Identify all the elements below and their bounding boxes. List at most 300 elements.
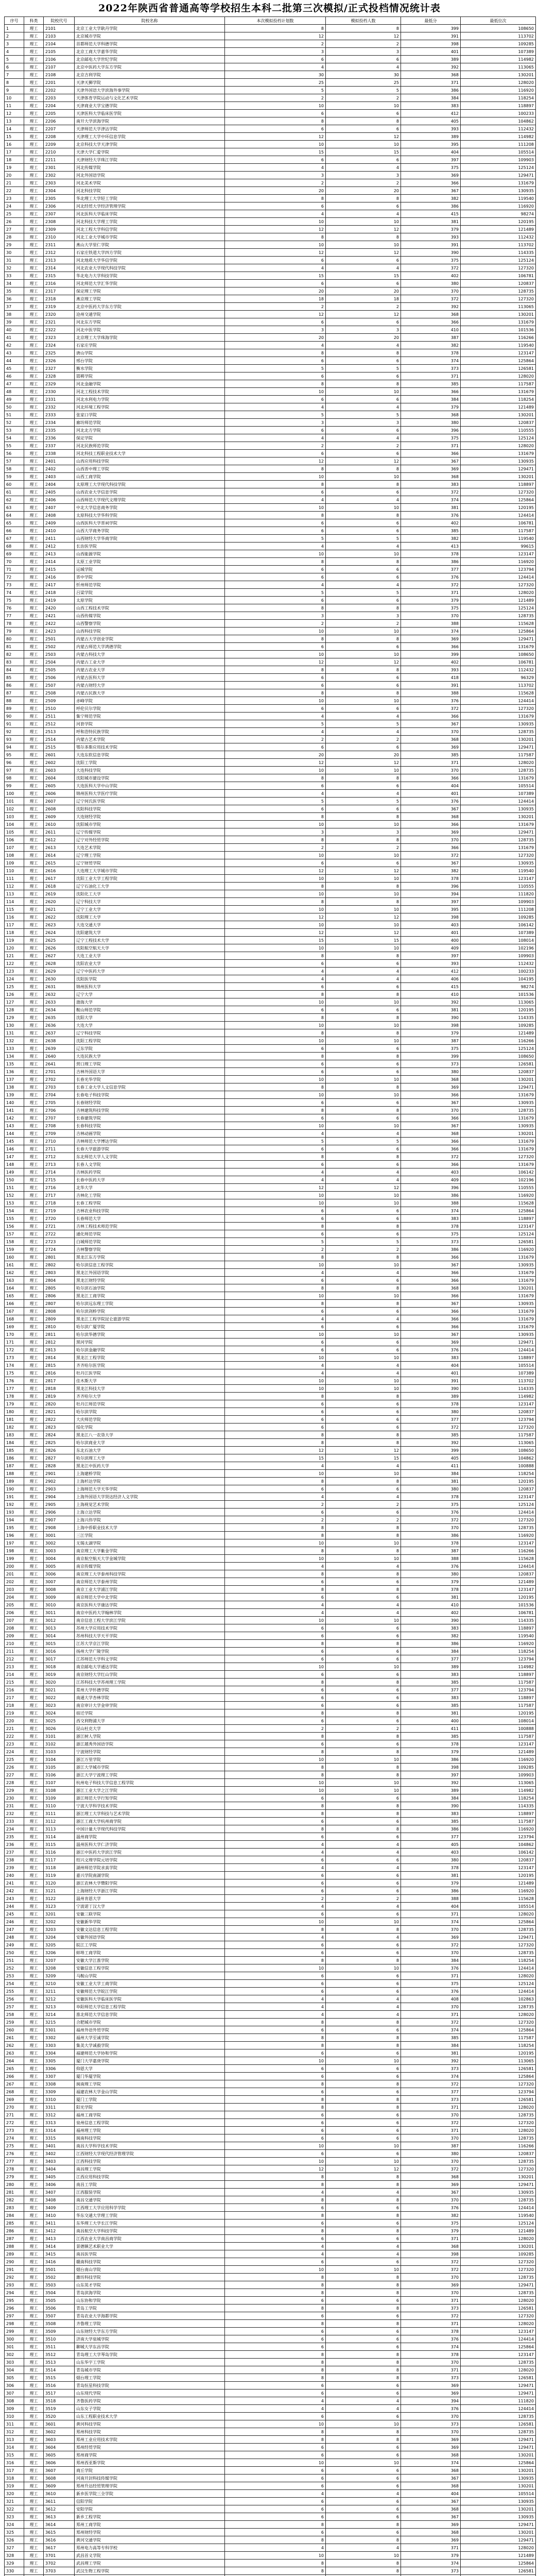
min-rank-cell: 120195 bbox=[461, 2049, 536, 2057]
min-score-cell: 371 bbox=[401, 1972, 461, 1980]
category-cell: 理工 bbox=[24, 2544, 44, 2552]
school-name-cell: 济南大学泉城学院 bbox=[75, 2335, 225, 2343]
category-cell: 理工 bbox=[24, 728, 44, 736]
table-row bbox=[5, 2189, 536, 2196]
min-score-cell: 402 bbox=[401, 272, 461, 280]
plan-count-cell: 10 bbox=[225, 1617, 326, 1624]
category-cell: 理工 bbox=[24, 1926, 44, 1934]
school-name-cell: 上海杉达学院 bbox=[75, 1478, 225, 1485]
school-name-cell: 江苏师范大学科文学院 bbox=[75, 1655, 225, 1663]
school-name-cell: 河北工程技术学院 bbox=[75, 388, 225, 396]
row-index-cell: 193 bbox=[5, 1509, 24, 1516]
row-index-cell: 120 bbox=[5, 944, 24, 952]
table-row bbox=[5, 620, 536, 628]
school-code-cell: 3518 bbox=[44, 2397, 75, 2405]
header-cell: 科类 bbox=[24, 17, 44, 25]
admitted-count-cell: 2 bbox=[326, 1725, 401, 1733]
table-row bbox=[5, 1223, 536, 1230]
min-score-cell: 378 bbox=[401, 875, 461, 883]
plan-count-cell: 6 bbox=[225, 1161, 326, 1168]
min-score-cell: 366 bbox=[401, 450, 461, 457]
min-score-cell: 384 bbox=[401, 1794, 461, 1802]
min-score-cell: 382 bbox=[401, 867, 461, 875]
min-score-cell: 375 bbox=[401, 1501, 461, 1509]
row-index-cell: 152 bbox=[5, 1192, 24, 1199]
admitted-count-cell: 6 bbox=[326, 1856, 401, 1864]
min-score-cell: 372 bbox=[401, 295, 461, 303]
admitted-count-cell: 10 bbox=[326, 1076, 401, 1083]
plan-count-cell: 6 bbox=[225, 488, 326, 496]
min-score-cell: 374 bbox=[401, 628, 461, 635]
row-index-cell: 210 bbox=[5, 1640, 24, 1648]
plan-count-cell: 8 bbox=[225, 1771, 326, 1779]
school-name-cell: 河南开封科技传媒学院 bbox=[75, 2475, 225, 2482]
school-name-cell: 青岛滨海学院 bbox=[75, 2289, 225, 2297]
school-code-cell: 2408 bbox=[44, 512, 75, 519]
school-code-cell: 3208 bbox=[44, 1964, 75, 1972]
row-index-cell: 247 bbox=[5, 1926, 24, 1934]
category-cell: 理工 bbox=[24, 751, 44, 759]
school-code-cell: 2201 bbox=[44, 79, 75, 87]
category-cell: 理工 bbox=[24, 2529, 44, 2536]
school-name-cell: 湖州师范学院求真学院 bbox=[75, 1864, 225, 1872]
min-rank-cell: 123794 bbox=[461, 1833, 536, 1841]
category-cell: 理工 bbox=[24, 2475, 44, 2482]
school-code-cell: 3603 bbox=[44, 2436, 75, 2444]
table-row bbox=[5, 1779, 536, 1787]
admitted-count-cell: 12 bbox=[326, 1184, 401, 1192]
admitted-count-cell: 6 bbox=[326, 2328, 401, 2335]
admitted-count-cell: 6 bbox=[326, 1308, 401, 1315]
row-index-cell: 55 bbox=[5, 442, 24, 450]
min-rank-cell: 131679 bbox=[461, 1308, 536, 1315]
admitted-count-cell: 6 bbox=[326, 2343, 401, 2351]
plan-count-cell: 4 bbox=[225, 434, 326, 442]
school-name-cell: 内蒙古工业大学 bbox=[75, 658, 225, 666]
min-rank-cell: 112432 bbox=[461, 233, 536, 241]
plan-count-cell: 8 bbox=[225, 233, 326, 241]
category-cell: 理工 bbox=[24, 2042, 44, 2049]
school-name-cell: 北京中医药大学东方学院 bbox=[75, 303, 225, 311]
min-score-cell: 383 bbox=[401, 1810, 461, 1818]
min-rank-cell: 125864 bbox=[461, 1207, 536, 1215]
row-index-cell: 175 bbox=[5, 1369, 24, 1377]
admitted-count-cell: 4 bbox=[326, 713, 401, 720]
admitted-count-cell: 10 bbox=[326, 1918, 401, 1926]
category-cell: 理工 bbox=[24, 1887, 44, 1895]
school-name-cell: 吉林医药学院 bbox=[75, 1168, 225, 1176]
admitted-count-cell: 10 bbox=[326, 890, 401, 898]
category-cell: 理工 bbox=[24, 1818, 44, 1825]
row-index-cell: 87 bbox=[5, 689, 24, 697]
school-code-cell: 3416 bbox=[44, 2258, 75, 2266]
row-index-cell: 209 bbox=[5, 1632, 24, 1640]
plan-count-cell: 4 bbox=[225, 543, 326, 550]
category-cell: 理工 bbox=[24, 419, 44, 427]
min-score-cell: 376 bbox=[401, 1988, 461, 1995]
min-score-cell: 386 bbox=[401, 558, 461, 566]
plan-count-cell: 6 bbox=[225, 1578, 326, 1586]
row-index-cell: 228 bbox=[5, 1779, 24, 1787]
school-code-cell: 3506 bbox=[44, 2304, 75, 2312]
school-code-cell: 2723 bbox=[44, 1238, 75, 1246]
min-rank-cell: 130935 bbox=[461, 1099, 536, 1107]
table-row bbox=[5, 148, 536, 156]
school-name-cell: 常州大学怀德学院 bbox=[75, 1686, 225, 1694]
min-rank-cell: 119540 bbox=[461, 1632, 536, 1640]
school-code-cell: 2813 bbox=[44, 1346, 75, 1354]
min-rank-cell: 128735 bbox=[461, 2111, 536, 2119]
row-index-cell: 62 bbox=[5, 496, 24, 504]
table-row bbox=[5, 2274, 536, 2281]
admitted-count-cell: 10 bbox=[326, 1663, 401, 1671]
category-cell: 理工 bbox=[24, 295, 44, 303]
category-cell: 理工 bbox=[24, 427, 44, 434]
school-name-cell: 江西应用科技学院 bbox=[75, 2173, 225, 2181]
plan-count-cell: 8 bbox=[225, 481, 326, 488]
school-code-cell: 2502 bbox=[44, 643, 75, 651]
table-row bbox=[5, 1957, 536, 1964]
school-code-cell: 3114 bbox=[44, 1833, 75, 1841]
school-code-cell: 3009 bbox=[44, 1594, 75, 1601]
admitted-count-cell: 6 bbox=[326, 1717, 401, 1725]
min-rank-cell: 117587 bbox=[461, 1679, 536, 1686]
admitted-count-cell: 6 bbox=[326, 1423, 401, 1431]
admitted-count-cell: 5 bbox=[326, 1238, 401, 1246]
row-index-cell: 11 bbox=[5, 102, 24, 110]
row-index-cell: 202 bbox=[5, 1578, 24, 1586]
school-code-cell: 3609 bbox=[44, 2482, 75, 2490]
row-index-cell: 3 bbox=[5, 40, 24, 48]
min-score-cell: 383 bbox=[401, 1215, 461, 1223]
plan-count-cell: 10 bbox=[225, 1663, 326, 1671]
school-code-cell: 3403 bbox=[44, 2158, 75, 2165]
min-score-cell: 374 bbox=[401, 2459, 461, 2467]
plan-count-cell: 10 bbox=[225, 1964, 326, 1972]
row-index-cell: 83 bbox=[5, 658, 24, 666]
school-name-cell: 吉林动画学院 bbox=[75, 1130, 225, 1138]
min-rank-cell: 115628 bbox=[461, 689, 536, 697]
min-score-cell: 368 bbox=[401, 2173, 461, 2181]
school-code-cell: 2803 bbox=[44, 1269, 75, 1277]
min-score-cell: 398 bbox=[401, 1764, 461, 1771]
row-index-cell: 303 bbox=[5, 2359, 24, 2366]
admitted-count-cell: 6 bbox=[326, 859, 401, 867]
admitted-count-cell: 2 bbox=[326, 179, 401, 187]
category-cell: 理工 bbox=[24, 1771, 44, 1779]
min-score-cell: 366 bbox=[401, 179, 461, 187]
table-row bbox=[5, 2057, 536, 2065]
school-code-cell: 2504 bbox=[44, 658, 75, 666]
category-cell: 理工 bbox=[24, 318, 44, 326]
min-score-cell: 415 bbox=[401, 983, 461, 991]
min-rank-cell: 127320 bbox=[461, 488, 536, 496]
school-code-cell: 3117 bbox=[44, 1856, 75, 1864]
plan-count-cell: 4 bbox=[225, 1269, 326, 1277]
school-name-cell: 安徽新华学院 bbox=[75, 1918, 225, 1926]
plan-count-cell: 10 bbox=[225, 141, 326, 148]
min-rank-cell: 126581 bbox=[461, 2065, 536, 2073]
plan-count-cell: 4 bbox=[225, 1849, 326, 1856]
min-score-cell: 373 bbox=[401, 1060, 461, 1068]
admitted-count-cell: 10 bbox=[326, 2057, 401, 2065]
admitted-count-cell: 6 bbox=[326, 983, 401, 991]
min-score-cell: 376 bbox=[401, 798, 461, 805]
category-cell: 理工 bbox=[24, 2088, 44, 2096]
min-score-cell: 369 bbox=[401, 743, 461, 751]
min-rank-cell: 125864 bbox=[461, 2459, 536, 2467]
table-row bbox=[5, 720, 536, 728]
table-row bbox=[5, 751, 536, 759]
table-row bbox=[5, 1601, 536, 1609]
school-name-cell: 沈阳理工大学 bbox=[75, 913, 225, 921]
admitted-count-cell: 6 bbox=[326, 2073, 401, 2080]
row-index-cell: 280 bbox=[5, 2181, 24, 2189]
school-code-cell: 2315 bbox=[44, 272, 75, 280]
school-name-cell: 宁波诺丁汉大学 bbox=[75, 1903, 225, 1910]
row-index-cell: 111 bbox=[5, 875, 24, 883]
row-index-cell: 252 bbox=[5, 1964, 24, 1972]
admitted-count-cell: 4 bbox=[326, 1995, 401, 2003]
school-code-cell: 3116 bbox=[44, 1849, 75, 1856]
admitted-count-cell: 6 bbox=[326, 1215, 401, 1223]
min-rank-cell: 130935 bbox=[461, 2498, 536, 2505]
school-name-cell: 南京理工大学泰州科技学院 bbox=[75, 1570, 225, 1578]
min-score-cell: 394 bbox=[401, 2397, 461, 2405]
school-code-cell: 2808 bbox=[44, 1308, 75, 1315]
school-name-cell: 山东女子学院 bbox=[75, 2405, 225, 2413]
school-name-cell: 淮北师范大学信息学院 bbox=[75, 2011, 225, 2019]
table-row bbox=[5, 2374, 536, 2382]
school-name-cell: 上海立达学院 bbox=[75, 1509, 225, 1516]
school-name-cell: 长春光华学院 bbox=[75, 1076, 225, 1083]
min-score-cell: 377 bbox=[401, 1655, 461, 1663]
category-cell: 理工 bbox=[24, 821, 44, 828]
school-name-cell: 山东工程职业技术大学 bbox=[75, 2413, 225, 2420]
school-code-cell: 2415 bbox=[44, 566, 75, 573]
school-name-cell: 闽南科技学院 bbox=[75, 2134, 225, 2142]
min-rank-cell: 117587 bbox=[461, 1702, 536, 1709]
school-name-cell: 浙江越秀外国语学院 bbox=[75, 1740, 225, 1748]
admitted-count-cell: 2 bbox=[326, 844, 401, 852]
school-code-cell: 3610 bbox=[44, 2490, 75, 2498]
min-rank-cell: 125864 bbox=[461, 1918, 536, 1926]
school-code-cell: 3501 bbox=[44, 2266, 75, 2274]
table-row bbox=[5, 728, 536, 736]
min-score-cell: 371 bbox=[401, 1910, 461, 1918]
table-row bbox=[5, 1725, 536, 1733]
plan-count-cell: 2 bbox=[225, 1895, 326, 1903]
school-code-cell: 2417 bbox=[44, 581, 75, 589]
admitted-count-cell: 8 bbox=[326, 1083, 401, 1091]
row-index-cell: 40 bbox=[5, 326, 24, 334]
school-name-cell: 宁波大学科学技术学院 bbox=[75, 1802, 225, 1810]
admitted-count-cell: 8 bbox=[326, 2181, 401, 2189]
category-cell: 理工 bbox=[24, 867, 44, 875]
school-code-cell: 3017 bbox=[44, 1655, 75, 1663]
school-code-cell: 2403 bbox=[44, 473, 75, 481]
school-code-cell: 3207 bbox=[44, 1957, 75, 1964]
table-row bbox=[5, 110, 536, 117]
school-code-cell: 2211 bbox=[44, 156, 75, 164]
category-cell: 理工 bbox=[24, 1617, 44, 1624]
admitted-count-cell: 8 bbox=[326, 1810, 401, 1818]
admitted-count-cell: 6 bbox=[326, 782, 401, 790]
admitted-count-cell: 6 bbox=[326, 1161, 401, 1168]
school-name-cell: 上海财经大学浙江学院 bbox=[75, 1887, 225, 1895]
row-index-cell: 240 bbox=[5, 1872, 24, 1879]
admitted-count-cell: 4 bbox=[326, 968, 401, 975]
admitted-count-cell: 2 bbox=[326, 620, 401, 628]
school-name-cell: 辽宁工程技术大学 bbox=[75, 937, 225, 944]
category-cell: 理工 bbox=[24, 1300, 44, 1308]
category-cell: 理工 bbox=[24, 1308, 44, 1315]
table-row bbox=[5, 2258, 536, 2266]
row-index-cell: 154 bbox=[5, 1207, 24, 1215]
admitted-count-cell: 6 bbox=[326, 1740, 401, 1748]
admitted-count-cell: 8 bbox=[326, 349, 401, 357]
table-row bbox=[5, 1624, 536, 1632]
school-name-cell: 河北美术学院 bbox=[75, 179, 225, 187]
row-index-cell: 248 bbox=[5, 1934, 24, 1941]
school-code-cell: 2714 bbox=[44, 1168, 75, 1176]
min-score-cell: 401 bbox=[401, 1369, 461, 1377]
school-name-cell: 北京理工大学珠海学院 bbox=[75, 334, 225, 342]
plan-count-cell: 10 bbox=[225, 944, 326, 952]
category-cell: 理工 bbox=[24, 589, 44, 597]
table-row bbox=[5, 1362, 536, 1369]
school-name-cell: 南京工业大学浦江学院 bbox=[75, 1586, 225, 1594]
plan-count-cell: 5 bbox=[225, 535, 326, 543]
school-code-cell: 2823 bbox=[44, 1423, 75, 1431]
row-index-cell: 135 bbox=[5, 1060, 24, 1068]
min-score-cell: 366 bbox=[401, 774, 461, 782]
category-cell: 理工 bbox=[24, 1686, 44, 1694]
table-row bbox=[5, 2281, 536, 2289]
min-rank-cell: 129471 bbox=[461, 2444, 536, 2451]
row-index-cell: 75 bbox=[5, 597, 24, 604]
school-name-cell: 上海师范大学天华学院 bbox=[75, 1485, 225, 1493]
category-cell: 理工 bbox=[24, 388, 44, 396]
plan-count-cell: 8 bbox=[225, 117, 326, 125]
school-name-cell: 安徽文达信息工程学院 bbox=[75, 1926, 225, 1934]
table-row bbox=[5, 952, 536, 960]
school-code-cell: 3314 bbox=[44, 2127, 75, 2134]
min-rank-cell: 125124 bbox=[461, 1045, 536, 1053]
table-row bbox=[5, 2328, 536, 2335]
min-score-cell: 374 bbox=[401, 496, 461, 504]
category-cell: 理工 bbox=[24, 805, 44, 813]
school-name-cell: 温州商学院 bbox=[75, 1833, 225, 1841]
table-row bbox=[5, 357, 536, 365]
admitted-count-cell: 2 bbox=[326, 1895, 401, 1903]
category-cell: 理工 bbox=[24, 2513, 44, 2521]
min-score-cell: 367 bbox=[401, 1300, 461, 1308]
min-rank-cell: 117587 bbox=[461, 2034, 536, 2042]
category-cell: 理工 bbox=[24, 264, 44, 272]
plan-count-cell: 6 bbox=[225, 519, 326, 527]
school-code-cell: 3205 bbox=[44, 1941, 75, 1949]
admitted-count-cell: 4 bbox=[326, 2003, 401, 2011]
admitted-count-cell: 4 bbox=[326, 2544, 401, 2552]
row-index-cell: 278 bbox=[5, 2165, 24, 2173]
min-rank-cell: 120837 bbox=[461, 419, 536, 427]
school-code-cell: 2301 bbox=[44, 164, 75, 172]
table-row bbox=[5, 1802, 536, 1810]
school-name-cell: 黄河交通学院 bbox=[75, 2536, 225, 2544]
table-row bbox=[5, 1114, 536, 1122]
table-row bbox=[5, 303, 536, 311]
school-code-cell: 3010 bbox=[44, 1601, 75, 1609]
min-rank-cell: 124414 bbox=[461, 2405, 536, 2413]
school-name-cell: 长春财经学院 bbox=[75, 1099, 225, 1107]
table-row bbox=[5, 2073, 536, 2080]
admitted-count-cell: 6 bbox=[326, 1230, 401, 1238]
plan-count-cell: 6 bbox=[225, 859, 326, 867]
min-score-cell: 376 bbox=[401, 1346, 461, 1354]
table-row bbox=[5, 264, 536, 272]
school-name-cell: 呼伦贝尔学院 bbox=[75, 705, 225, 713]
row-index-cell: 215 bbox=[5, 1679, 24, 1686]
min-score-cell: 402 bbox=[401, 658, 461, 666]
school-name-cell: 大连科技学院 bbox=[75, 767, 225, 774]
min-rank-cell: 130201 bbox=[461, 2482, 536, 2490]
school-code-cell: 2724 bbox=[44, 1246, 75, 1253]
plan-count-cell: 6 bbox=[225, 1833, 326, 1841]
min-rank-cell: 114335 bbox=[461, 249, 536, 257]
min-rank-cell: 123794 bbox=[461, 1655, 536, 1663]
category-cell: 理工 bbox=[24, 334, 44, 342]
min-score-cell: 366 bbox=[401, 643, 461, 651]
min-score-cell: 368 bbox=[401, 2505, 461, 2513]
school-name-cell: 河北科技学院 bbox=[75, 187, 225, 195]
min-rank-cell: 126581 bbox=[461, 2420, 536, 2428]
admitted-count-cell: 8 bbox=[326, 2173, 401, 2181]
row-index-cell: 114 bbox=[5, 898, 24, 906]
table-row bbox=[5, 1733, 536, 1740]
category-cell: 理工 bbox=[24, 1671, 44, 1679]
row-index-cell: 149 bbox=[5, 1168, 24, 1176]
row-index-cell: 218 bbox=[5, 1702, 24, 1709]
admitted-count-cell: 4 bbox=[326, 403, 401, 411]
min-rank-cell: 123147 bbox=[461, 1493, 536, 1501]
table-row bbox=[5, 859, 536, 867]
admitted-count-cell: 12 bbox=[326, 311, 401, 318]
school-name-cell: 内蒙古财经大学 bbox=[75, 682, 225, 689]
plan-count-cell: 6 bbox=[225, 1060, 326, 1068]
min-score-cell: 381 bbox=[401, 1478, 461, 1485]
school-code-cell: 2705 bbox=[44, 1099, 75, 1107]
school-name-cell: 辽宁传媒学院 bbox=[75, 828, 225, 836]
school-code-cell: 2805 bbox=[44, 1284, 75, 1292]
min-score-cell: 394 bbox=[401, 890, 461, 898]
min-score-cell: 370 bbox=[401, 2359, 461, 2366]
table-row bbox=[5, 1138, 536, 1145]
min-rank-cell: 126581 bbox=[461, 365, 536, 372]
row-index-cell: 264 bbox=[5, 2057, 24, 2065]
admitted-count-cell: 6 bbox=[326, 156, 401, 164]
school-code-cell: 3005 bbox=[44, 1563, 75, 1570]
plan-count-cell: 8 bbox=[225, 2042, 326, 2049]
category-cell: 理工 bbox=[24, 1485, 44, 1493]
plan-count-cell: 10 bbox=[225, 1779, 326, 1787]
table-row bbox=[5, 1756, 536, 1764]
min-score-cell: 376 bbox=[401, 1563, 461, 1570]
min-score-cell: 370 bbox=[401, 1524, 461, 1532]
min-rank-cell: 129471 bbox=[461, 1083, 536, 1091]
category-cell: 理工 bbox=[24, 1060, 44, 1068]
row-index-cell: 49 bbox=[5, 396, 24, 403]
